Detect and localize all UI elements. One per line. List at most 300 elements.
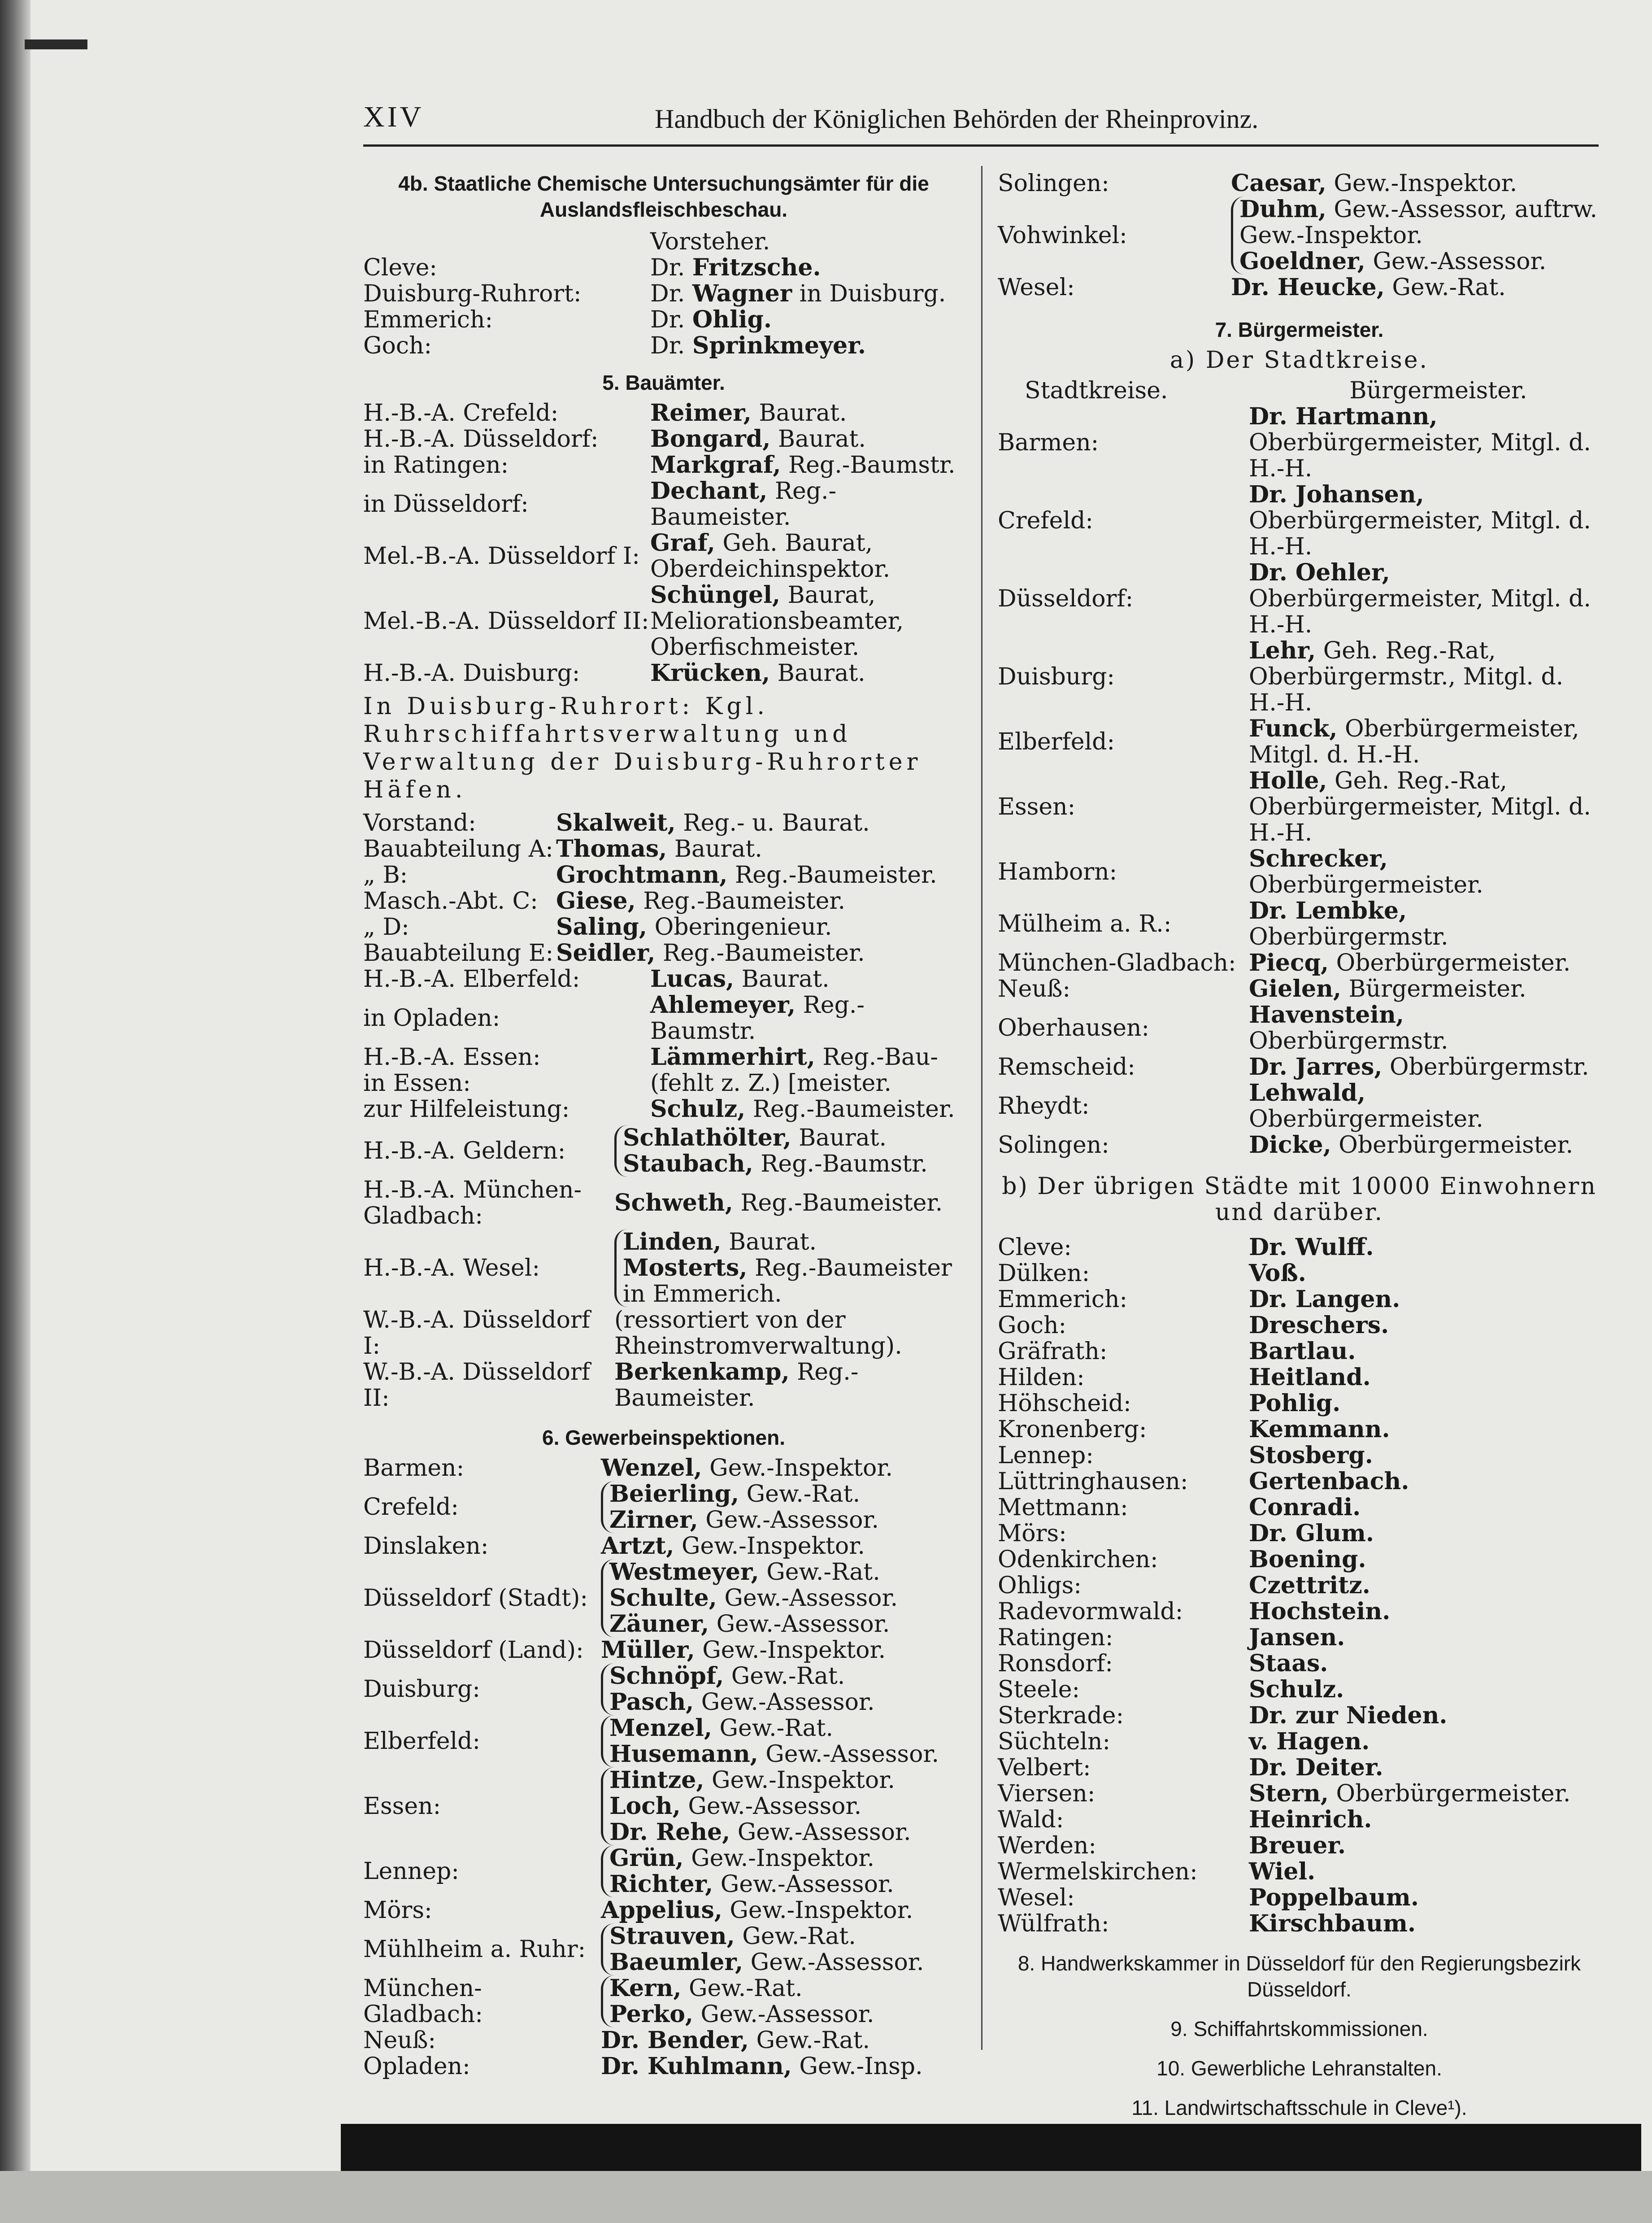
- header-rule: [363, 144, 1599, 147]
- entry-line: [601, 1637, 964, 1663]
- row-label: Düsseldorf (Land):: [363, 1637, 584, 1664]
- person-name: Lehwald,: [1249, 1079, 1366, 1107]
- person-name: Wenzel,: [601, 1454, 702, 1482]
- table-row: [363, 1455, 964, 1481]
- row-label: Hilden:: [998, 1364, 1085, 1391]
- person-name: Wagner: [692, 280, 792, 307]
- table-row: [998, 560, 1601, 638]
- table-row: [363, 1923, 964, 1975]
- person-name: Boening.: [1249, 1546, 1366, 1573]
- person-name: Dr. Langen.: [1249, 1286, 1400, 1313]
- section-7-title: 7. Bürgermeister.: [1215, 318, 1384, 341]
- section-4b-title: 4b. Staatliche Chemische Untersuchungsämter für die Auslandsfleischbeschau.: [398, 172, 929, 221]
- person-name: Dr. Rehe,: [609, 1818, 730, 1846]
- entry-group: [601, 1637, 964, 1663]
- title-prefix: Dr.: [650, 280, 685, 307]
- section-6-continued-table: [998, 170, 1601, 301]
- brace-group: [601, 1481, 964, 1533]
- row-label: Essen:: [363, 1793, 441, 1820]
- row-value: [1249, 638, 1601, 716]
- row-label: in Essen:: [363, 1070, 471, 1097]
- table-row: [998, 482, 1601, 560]
- row-label: Bauabteilung E:: [363, 940, 554, 967]
- person-role: Reg.-Baumeister.: [643, 888, 846, 915]
- row-label: Goch:: [998, 1312, 1066, 1339]
- person-name: Jansen.: [1249, 1624, 1345, 1651]
- row-value: [650, 452, 964, 478]
- person-role: Gew.-Rat.: [719, 1715, 833, 1742]
- person-name: Ohlig.: [692, 306, 772, 333]
- section-4b-table: [363, 255, 964, 359]
- row-value: [1249, 768, 1601, 846]
- person-name: Staas.: [1249, 1650, 1328, 1677]
- row-label: Masch.-Abt. C:: [363, 888, 538, 915]
- table-row: [998, 1729, 1601, 1755]
- row-label: Oberhausen:: [998, 1015, 1149, 1042]
- person-name: Loch,: [609, 1792, 681, 1820]
- row-label: in Opladen:: [363, 1005, 500, 1032]
- row-value: [601, 1715, 964, 1767]
- row-value: [1249, 560, 1601, 638]
- table-row: [998, 1495, 1601, 1521]
- person-name: Fritzsche.: [692, 254, 821, 281]
- brace-group: [601, 1975, 964, 2027]
- row-label: Kronenberg:: [998, 1416, 1147, 1443]
- entry-line: [609, 1481, 964, 1507]
- row-value: [1249, 1469, 1601, 1495]
- row-value: [1249, 1495, 1601, 1521]
- table-row: [998, 716, 1601, 768]
- entry-line: [601, 1455, 964, 1481]
- entry-line: [609, 1611, 964, 1637]
- person-name: Pasch,: [609, 1688, 694, 1716]
- entry-line: [609, 1741, 964, 1767]
- brace-group: [601, 1715, 964, 1767]
- table-row: [998, 404, 1601, 482]
- person-name: Giese,: [556, 887, 636, 915]
- entry-group: [614, 1359, 964, 1411]
- row-label: Goch:: [363, 332, 432, 359]
- row-value: [601, 1481, 964, 1533]
- person-role: Reg.-Baumeister.: [614, 1359, 859, 1412]
- table-row: [363, 452, 964, 478]
- row-label: Neuß:: [998, 976, 1071, 1003]
- section-7a-column-headers: [998, 378, 1601, 404]
- row-label: Duisburg:: [363, 1676, 480, 1703]
- person-role: Gew.-Inspektor.: [709, 1455, 893, 1482]
- row-label: Bauabteilung A:: [363, 836, 553, 863]
- row-value: [1249, 1651, 1601, 1677]
- table-row: [363, 1845, 964, 1897]
- entry-line: [609, 1767, 964, 1793]
- person-role: Gew.-Inspektor.: [702, 1637, 886, 1664]
- person-name: Voß.: [1249, 1260, 1306, 1287]
- person-role: Gew.-Inspektor.: [1334, 170, 1517, 197]
- entry-line: [601, 1897, 964, 1923]
- row-value: [650, 1096, 964, 1122]
- row-value: [1249, 1132, 1601, 1158]
- row-value: [650, 255, 964, 281]
- row-value: [650, 992, 964, 1044]
- person-name: Kern,: [609, 1975, 682, 2002]
- person-role: Baurat.: [778, 426, 866, 453]
- row-label: H.-B.-A. Wesel:: [363, 1255, 540, 1281]
- section-5-brace-table: [363, 1125, 964, 1411]
- entry-group: [614, 1190, 964, 1216]
- person-name: Husemann,: [609, 1740, 758, 1768]
- entry-line: [609, 1871, 964, 1897]
- entry-line: [623, 1229, 964, 1255]
- row-value: [1249, 1390, 1601, 1417]
- table-row: [998, 1781, 1601, 1807]
- entry-line: [614, 1307, 964, 1359]
- row-value: [650, 966, 964, 992]
- row-label: München-Gladbach:: [363, 1975, 483, 2028]
- title-prefix: Dr.: [650, 306, 685, 333]
- person-name: Dr. Kuhlmann,: [601, 2053, 792, 2080]
- table-row: [363, 992, 964, 1044]
- row-label: Opladen:: [363, 2053, 470, 2080]
- person-name: Berkenkamp,: [614, 1358, 790, 1386]
- section-6-title: 6. Gewerbeinspektionen.: [542, 1426, 785, 1449]
- person-name: Dr. Bender,: [601, 2027, 749, 2054]
- table-row: [363, 426, 964, 452]
- table-row: [363, 940, 964, 966]
- person-name: Strauven,: [609, 1922, 735, 1950]
- table-row: [363, 530, 964, 582]
- person-role: Oberbürgermeister, Mitgl. d. H.-H.: [1249, 507, 1591, 560]
- person-role: Gew.-Insp.: [799, 2053, 923, 2080]
- person-role: Gew.-Assessor.: [724, 1585, 898, 1612]
- person-role: Gew.-Assessor, auftrw. Gew.-Inspektor.: [1239, 196, 1598, 249]
- table-row: [363, 1096, 964, 1122]
- table-row: [363, 1481, 964, 1533]
- row-label: H.-B.-A. Duisburg:: [363, 660, 580, 687]
- row-value: [650, 478, 964, 530]
- person-role: Gew.-Assessor.: [750, 1949, 924, 1976]
- row-label: Lennep:: [998, 1442, 1094, 1469]
- person-role: Reg.-Baumstr.: [761, 1151, 928, 1177]
- entry-line: [609, 1715, 964, 1741]
- person-role: Gew.-Inspektor.: [711, 1767, 895, 1794]
- row-label: Cleve:: [363, 254, 437, 281]
- row-label: zur Hilfeleistung:: [363, 1096, 570, 1123]
- person-name: Appelius,: [601, 1896, 722, 1924]
- person-role: (ressortiert von der Rheinstromverwaltung).: [614, 1307, 902, 1360]
- row-value: [1249, 950, 1601, 976]
- row-value: [1249, 482, 1601, 560]
- row-value: [601, 1455, 964, 1481]
- brace-group: [614, 1125, 964, 1177]
- person-name: Kirschbaum.: [1249, 1910, 1416, 1937]
- entry-line: [609, 1819, 964, 1845]
- table-row: [363, 307, 964, 333]
- person-role: Oberbürgermeister, Mitgl. d. H.-H.: [1249, 585, 1591, 638]
- row-label: H.-B.-A. München-Gladbach:: [363, 1177, 582, 1229]
- row-value: [601, 1845, 964, 1897]
- person-name: Baeumler,: [609, 1948, 743, 1976]
- person-role: Reg.-Baumeister.: [752, 1096, 955, 1123]
- brace-group: [601, 1767, 964, 1845]
- table-row: [363, 660, 964, 686]
- row-label: Düsseldorf (Stadt):: [363, 1585, 588, 1612]
- section-11-title: 11. Landwirtschaftsschule in Cleve¹).: [1131, 2096, 1467, 2119]
- person-name: Schlathölter,: [623, 1124, 791, 1151]
- table-row: [998, 1833, 1601, 1859]
- row-label: Lüttringhausen:: [998, 1468, 1188, 1495]
- row-value: [650, 530, 964, 582]
- person-name: Artzt,: [601, 1532, 674, 1560]
- row-label: Mettmann:: [998, 1494, 1128, 1521]
- entry-group: [614, 1307, 964, 1359]
- table-row: [998, 275, 1601, 301]
- row-value: [650, 582, 964, 660]
- person-role: Oberbürgermstr.: [1249, 924, 1448, 950]
- table-row: [363, 1044, 964, 1070]
- row-label: Ronsdorf:: [998, 1650, 1113, 1677]
- person-name: Breuer.: [1249, 1832, 1346, 1859]
- brace-group: [601, 1559, 964, 1637]
- person-name: Havenstein,: [1249, 1001, 1404, 1029]
- person-name: Dr. Jarres,: [1249, 1053, 1382, 1081]
- row-label: Mörs:: [363, 1897, 432, 1924]
- table-row: [363, 1177, 964, 1229]
- table-row: [998, 1390, 1601, 1417]
- entry-line: [609, 1507, 964, 1533]
- table-row: [998, 1469, 1601, 1495]
- row-value: [601, 1975, 964, 2027]
- scan-bottom-band: [341, 2124, 1641, 2171]
- table-row: [998, 768, 1601, 846]
- table-row: [998, 976, 1601, 1002]
- row-value: [614, 1125, 964, 1177]
- person-name: Graf,: [650, 529, 715, 557]
- table-row: [998, 170, 1601, 196]
- row-label: H.-B.-A. Düsseldorf:: [363, 426, 599, 453]
- person-name: Dr. Lembke,: [1249, 897, 1407, 924]
- person-name: Schulz.: [1249, 1676, 1344, 1703]
- entry-line: [609, 1949, 964, 1975]
- scan-bottom-strip: [0, 2171, 1652, 2223]
- person-role: Reg.-Baumstr.: [650, 992, 865, 1045]
- person-role: Oberbürgermeister.: [1339, 1132, 1574, 1159]
- section-7a-subtitle: a) Der Stadtkreise.: [1169, 347, 1429, 374]
- row-value: [614, 1307, 964, 1359]
- person-role: Reg.-Baumstr.: [788, 452, 956, 479]
- person-name: Sprinkmeyer.: [692, 332, 866, 359]
- row-label: Rheydt:: [998, 1093, 1090, 1120]
- row-label: Vohwinkel:: [998, 222, 1127, 249]
- row-value: [650, 400, 964, 426]
- table-row: [363, 1663, 964, 1715]
- row-label: Viersen:: [998, 1780, 1096, 1807]
- person-role: Gew.-Assessor.: [700, 2001, 874, 2028]
- person-name: Wiel.: [1249, 1858, 1316, 1885]
- row-label: Dülken:: [998, 1260, 1090, 1287]
- person-name: Markgraf,: [650, 451, 781, 479]
- person-name: Bartlau.: [1249, 1338, 1356, 1365]
- row-label: in Ratingen:: [363, 452, 509, 479]
- row-value: [650, 307, 964, 333]
- person-role: Geh. Baurat, Oberdeichinspektor.: [650, 530, 891, 583]
- person-name: Hochstein.: [1249, 1598, 1391, 1625]
- row-label: Mühlheim a. Ruhr:: [363, 1936, 586, 1963]
- row-label: Ohligs:: [998, 1572, 1082, 1599]
- person-role: Gew.-Inspektor.: [681, 1533, 865, 1560]
- person-name: Dr. zur Nieden.: [1249, 1702, 1448, 1729]
- table-row: [998, 1755, 1601, 1781]
- row-value: [1249, 1729, 1601, 1755]
- row-value: [1249, 898, 1601, 950]
- person-name: Zäuner,: [609, 1610, 709, 1638]
- person-name: Schulz,: [650, 1095, 746, 1123]
- table-row: [363, 478, 964, 530]
- row-value: [601, 1897, 964, 1923]
- row-value: [556, 914, 964, 940]
- person-name: Krücken,: [650, 659, 770, 687]
- person-role: in Duisburg.: [799, 280, 946, 307]
- row-label: Dinslaken:: [363, 1533, 489, 1560]
- table-row: [363, 281, 964, 307]
- section-7a-table: [998, 404, 1601, 1158]
- row-value: [1249, 1443, 1601, 1469]
- entry-group: [601, 1533, 964, 1559]
- person-role: Gew.-Assessor.: [716, 1611, 890, 1638]
- table-row: [998, 1417, 1601, 1443]
- person-name: Dr. Oehler,: [1249, 559, 1390, 586]
- entry-line: [614, 1190, 964, 1216]
- person-role: Geh. Reg.-Rat, Oberbürgermeister, Mitgl. d. H.-H.: [1249, 767, 1591, 846]
- person-name: Dr. Johansen,: [1249, 481, 1424, 508]
- person-role: Reg.-Bau-: [822, 1044, 938, 1071]
- section-9-title: 9. Schiffahrtskommissionen.: [1170, 2017, 1428, 2040]
- row-value: [650, 281, 964, 307]
- person-name: Ahlemeyer,: [650, 991, 796, 1019]
- table-row: [998, 1651, 1601, 1677]
- row-value: [650, 333, 964, 359]
- table-row: [998, 638, 1601, 716]
- entry-line: [1231, 275, 1601, 301]
- person-role: Gew.-Inspektor.: [691, 1845, 874, 1872]
- table-row: [363, 810, 964, 836]
- person-name: Dicke,: [1249, 1131, 1331, 1159]
- table-row: [998, 1443, 1601, 1469]
- row-value: [1249, 1677, 1601, 1703]
- person-role: Gew.-Assessor.: [737, 1819, 911, 1846]
- person-name: Grochtmann,: [556, 861, 728, 889]
- row-label: Ratingen:: [998, 1624, 1113, 1651]
- person-name: Funck,: [1249, 715, 1338, 742]
- row-value: [601, 2053, 964, 2079]
- person-role: Oberbürgermeister.: [1249, 1106, 1483, 1133]
- right-column: [998, 170, 1601, 2210]
- title-prefix: Dr.: [650, 254, 685, 281]
- person-name: Thomas,: [556, 835, 667, 863]
- entry-line: [609, 1585, 964, 1611]
- ruhr-table: [363, 810, 964, 966]
- row-label: Gräfrath:: [998, 1338, 1108, 1365]
- page-header: [363, 100, 1596, 144]
- table-row: [998, 1054, 1601, 1080]
- row-value: [1249, 1521, 1601, 1547]
- row-value: [1249, 1859, 1601, 1885]
- left-column: [363, 170, 964, 2079]
- row-label: Düsseldorf:: [998, 585, 1134, 612]
- row-value: [1249, 1260, 1601, 1286]
- row-label: Süchteln:: [998, 1728, 1111, 1755]
- table-row: [363, 582, 964, 660]
- table-row: [998, 1599, 1601, 1625]
- row-value: [1249, 1833, 1601, 1859]
- table-row: [998, 1234, 1601, 1260]
- table-row: [998, 1625, 1601, 1651]
- person-role: Reg.-Baumeister.: [740, 1190, 943, 1216]
- person-name: Perko,: [609, 2001, 694, 2028]
- person-role: Gew.-Assessor.: [765, 1741, 939, 1768]
- section-6-table: [363, 1455, 964, 2079]
- person-role: Oberbürgermeister.: [1336, 950, 1571, 976]
- table-row: [998, 1338, 1601, 1364]
- table-row: [363, 1359, 964, 1411]
- row-label: Duisburg:: [998, 663, 1115, 690]
- row-label: Remscheid:: [998, 1054, 1135, 1081]
- person-role: Oberingenieur.: [654, 914, 832, 941]
- row-label: Elberfeld:: [998, 728, 1115, 755]
- person-role: (fehlt z. Z.) [meister.: [650, 1070, 891, 1097]
- row-label: Wesel:: [998, 1884, 1075, 1911]
- row-value: [650, 1044, 964, 1070]
- person-role: Baurat, Meliorationsbeamter, Oberfischmeister.: [650, 582, 904, 661]
- row-label: H.-B.-A. Geldern:: [363, 1138, 566, 1164]
- section-10-title: 10. Gewerbliche Lehranstalten.: [1156, 2057, 1442, 2080]
- row-label: Werden:: [998, 1832, 1096, 1859]
- row-value: [1249, 976, 1601, 1002]
- person-role: Baurat.: [729, 1229, 817, 1255]
- table-row: [363, 914, 964, 940]
- entry-line: [623, 1125, 964, 1151]
- row-value: [1249, 1417, 1601, 1443]
- person-name: Beierling,: [609, 1480, 739, 1508]
- person-role: Baurat.: [674, 836, 762, 863]
- table-row: [363, 400, 964, 426]
- row-label: H.-B.-A. Elberfeld:: [363, 966, 580, 993]
- person-name: Menzel,: [609, 1714, 712, 1742]
- row-label: Wermelskirchen:: [998, 1858, 1198, 1885]
- row-label: Vorstand:: [363, 810, 476, 837]
- person-name: Dechant,: [650, 477, 768, 505]
- row-value: [1249, 1885, 1601, 1911]
- row-value: [1231, 275, 1601, 301]
- table-row: [998, 846, 1601, 898]
- person-name: Westmeyer,: [609, 1558, 759, 1586]
- row-label: W.-B.-A. Düsseldorf II:: [363, 1359, 591, 1412]
- title-prefix: Dr.: [650, 332, 685, 359]
- person-name: Caesar,: [1231, 170, 1326, 197]
- table-row: [998, 1286, 1601, 1312]
- row-label: „ D:: [363, 914, 409, 941]
- person-role: Gew.-Rat.: [766, 1559, 880, 1586]
- person-name: Holle,: [1249, 767, 1327, 794]
- person-role: Baurat.: [741, 966, 830, 993]
- person-name: Goeldner,: [1239, 248, 1365, 275]
- entry-line: [1231, 170, 1601, 196]
- row-value: [1249, 1781, 1601, 1807]
- person-role: Gew.-Assessor.: [705, 1507, 879, 1534]
- person-name: Stosberg.: [1249, 1442, 1373, 1469]
- person-name: Saling,: [556, 913, 648, 941]
- ruhr-heading: In Duisburg-Ruhrort: Kgl. Ruhrschiffahrtsverwaltung und Verwaltung der Duisburg-Ruhrorter Häfen.: [363, 693, 922, 803]
- row-value: [1249, 1599, 1601, 1625]
